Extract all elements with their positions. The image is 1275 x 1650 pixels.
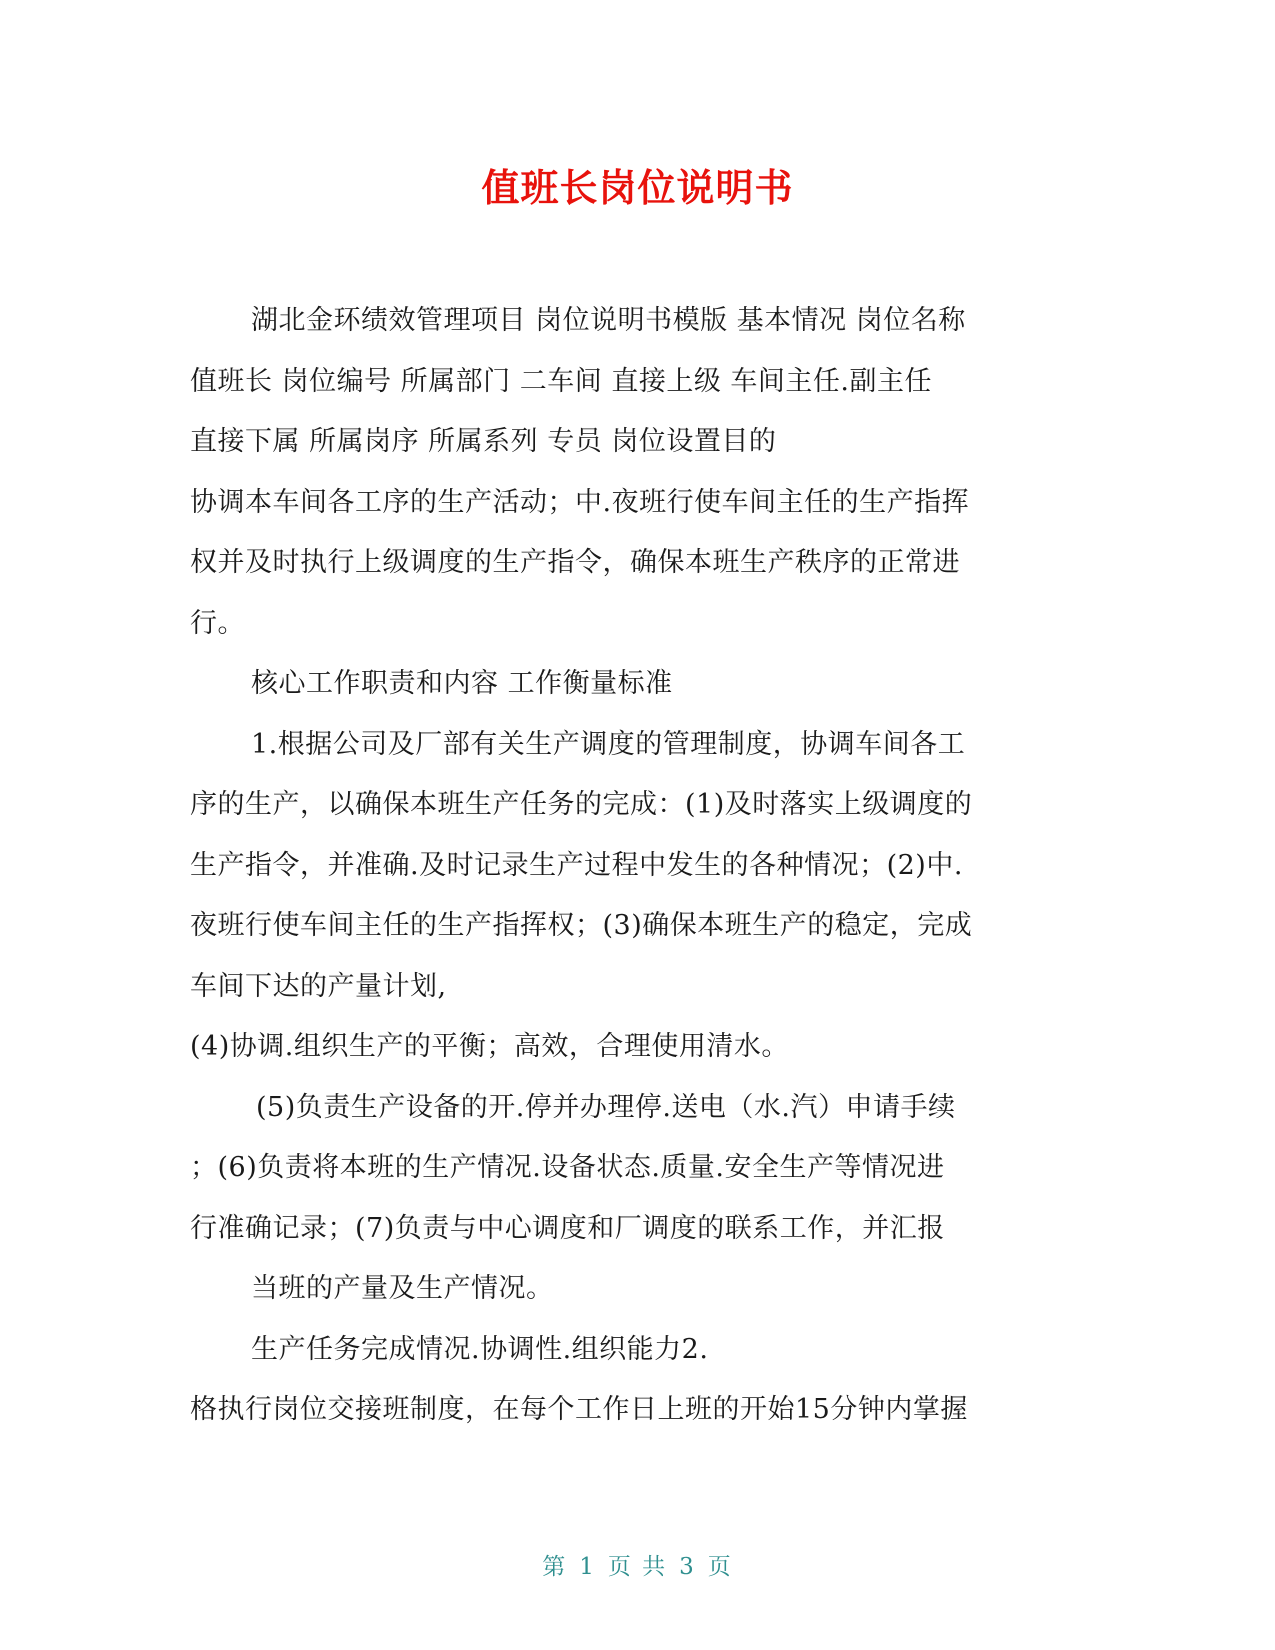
page-label-prefix: 第: [542, 1554, 568, 1580]
text-line: 生产任务完成情况.协调性.组织能力2.: [251, 1333, 709, 1365]
total-pages-number: 3: [679, 1554, 696, 1580]
page-label-suffix: 页: [707, 1554, 733, 1580]
text-line: (4)协调.组织生产的平衡；高效，合理使用清水。: [190, 1031, 789, 1062]
text-line: ；(6)负责将本班的生产情况.设备状态.质量.安全生产等情况进: [190, 1152, 945, 1183]
text-line: 权并及时执行上级调度的生产指令，确保本班生产秩序的正常进: [190, 547, 960, 578]
text-line: 格执行岗位交接班制度，在每个工作日上班的开始15分钟内掌握: [190, 1394, 968, 1425]
text-line: 湖北金环绩效管理项目 岗位说明书模版 基本情况 岗位名称: [251, 305, 966, 336]
current-page-number: 1: [579, 1554, 596, 1580]
text-line: 行准确记录；(7)负责与中心调度和厂调度的联系工作，并汇报: [190, 1212, 945, 1244]
text-line: 序的生产，以确保本班生产任务的完成：(1)及时落实上级调度的: [190, 789, 973, 820]
text-line: 行。: [190, 607, 245, 639]
text-line: 值班长 岗位编号 所属部门 二车间 直接上级 车间主任.副主任: [190, 365, 932, 397]
document-body: [190, 291, 1090, 1441]
page-label-mid: 页 共: [607, 1554, 668, 1580]
text-line: 生产指令，并准确.及时记录生产过程中发生的各种情况；(2)中.: [190, 849, 963, 881]
text-line: 协调本车间各工序的生产活动；中.夜班行使车间主任的生产指挥: [190, 486, 970, 518]
text-line: 当班的产量及生产情况。: [251, 1273, 554, 1304]
text-line: 1.根据公司及厂部有关生产调度的管理制度，协调车间各工: [251, 728, 966, 760]
section-heading: 核心工作职责和内容 工作衡量标准: [251, 668, 673, 699]
text-line: 车间下达的产量计划,: [190, 970, 447, 1002]
text-line: 直接下属 所属岗序 所属系列 专员 岗位设置目的: [190, 426, 777, 457]
text-line: 夜班行使车间主任的生产指挥权；(3)确保本班生产的稳定，完成: [190, 910, 973, 941]
page-footer: [0, 1552, 1275, 1582]
text-line: (5)负责生产设备的开.停并办理停.送电（水.汽）申请手续: [256, 1091, 956, 1123]
page-title: 值班长岗位说明书: [481, 166, 794, 210]
